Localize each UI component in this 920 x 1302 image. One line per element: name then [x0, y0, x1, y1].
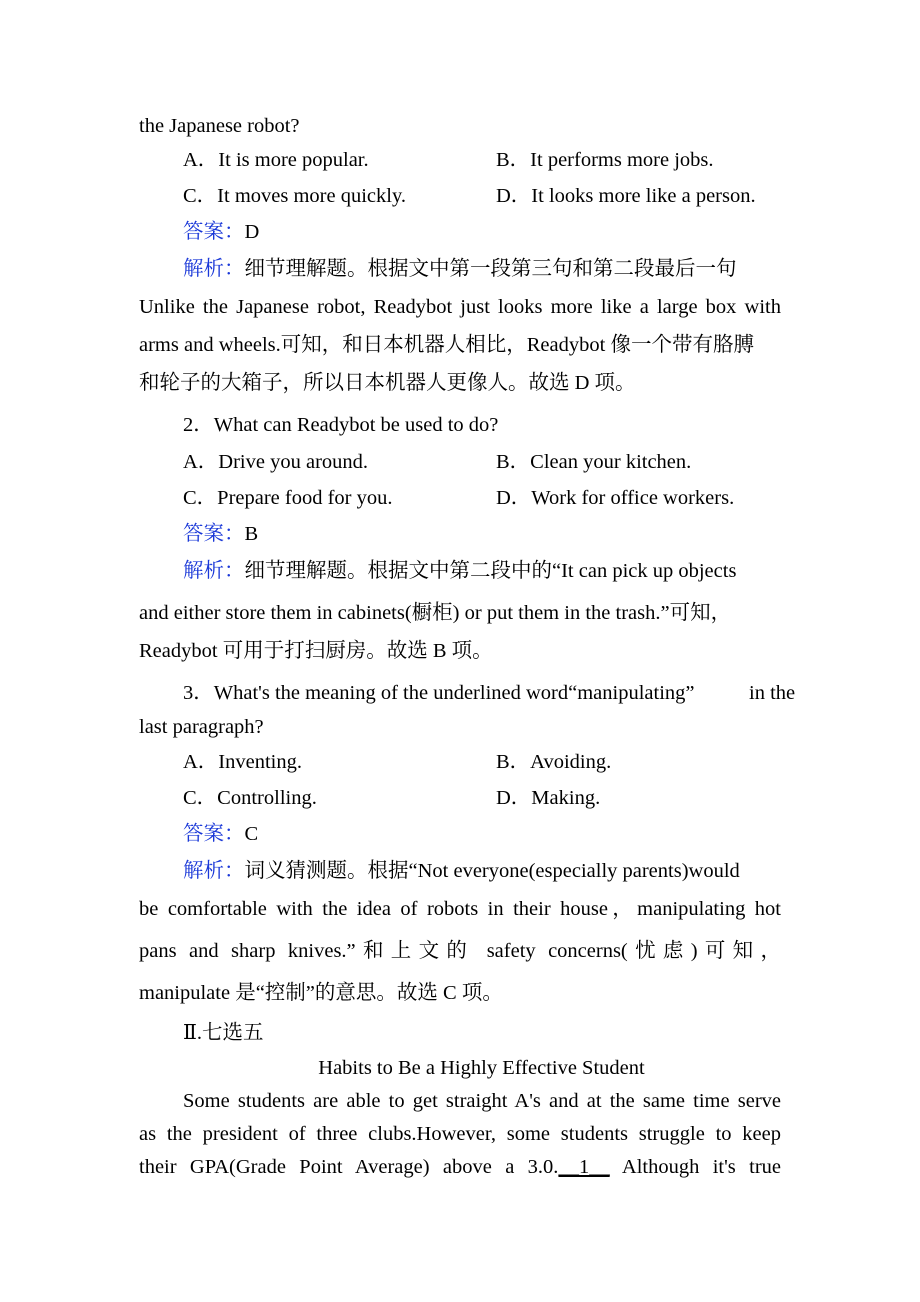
q2-analysis-line-2: and either store them in cabinets(橱柜) or put them in the trash.”可知， [139, 602, 732, 624]
answer-label: 答案： [183, 823, 245, 845]
passage-line-1: Some students are able to get straight A's and at the same time serve [183, 1090, 781, 1112]
q3-analysis-line-4: manipulate 是“控制”的意思。故选 C 项。 [139, 982, 503, 1004]
q2-option-a: A．Drive you around. [183, 451, 369, 473]
answer-label: 答案： [183, 523, 245, 545]
q3-analysis-line-1 [183, 861, 740, 882]
q2-option-c: C．Prepare food for you. [183, 487, 393, 509]
q1-answer [183, 222, 259, 243]
q1-analysis-line-3: arms and wheels.可知，和日本机器人相比，Readybot 像一个带有胳膊 [139, 334, 754, 356]
q2-analysis-line-1 [183, 561, 736, 582]
q3-option-c: C．Controlling. [183, 787, 317, 809]
passage-line-3 [139, 1157, 781, 1178]
q3-option-a: A．Inventing. [183, 751, 302, 773]
q1-option-b: B．It performs more jobs. [496, 149, 714, 171]
blank-1: __1__ [558, 1156, 610, 1178]
answer-value: C [244, 823, 259, 845]
q1-stem-tail: the Japanese robot? [139, 115, 300, 137]
answer-value: B [244, 523, 259, 545]
q1-option-a: A．It is more popular. [183, 149, 369, 171]
analysis-text: 词义猜测题。根据“Not everyone(especially parents)would [244, 860, 740, 882]
passage-line-2: as the president of three clubs.However, some students struggle to keep [139, 1123, 781, 1145]
analysis-text: 细节理解题。根据文中第二段中的“It can pick up objects [244, 560, 737, 582]
q3-analysis-line-3: pans and sharp knives.”和上文的 safety concerns(忧虑)可知， [139, 940, 781, 962]
q2-option-b: B．Clean your kitchen. [496, 451, 692, 473]
q3-analysis-line-2: be comfortable with the idea of robots in their house，manipulating hot [139, 898, 781, 920]
analysis-text: 细节理解题。根据文中第一段第三句和第二段最后一句 [244, 258, 737, 280]
q2-option-d: D．Work for office workers. [496, 487, 735, 509]
q3-option-b: B．Avoiding. [496, 751, 612, 773]
section-heading: Ⅱ.七选五 [183, 1022, 264, 1044]
answer-label: 答案： [183, 221, 245, 243]
passage-text: their GPA(Grade Point Average) above a 3.0. [139, 1156, 559, 1178]
q1-option-c: C．It moves more quickly. [183, 185, 406, 207]
answer-value: D [244, 221, 260, 243]
q3-answer [183, 824, 258, 845]
q3-stem-line-2: last paragraph? [139, 716, 264, 738]
analysis-label: 解析： [183, 258, 245, 280]
q1-analysis-line-2: Unlike the Japanese robot, Readybot just looks more like a large box with [139, 296, 781, 318]
passage-title: Habits to Be a Highly Effective Student [318, 1057, 645, 1079]
q1-option-d: D．It looks more like a person. [496, 185, 756, 207]
q1-analysis-line-1 [183, 259, 737, 280]
passage-text: Although it's true [609, 1156, 782, 1178]
q3-stem-line-1: 3．What's the meaning of the underlined word“manipulating” [183, 682, 695, 704]
q2-stem: 2．What can Readybot be used to do? [183, 414, 499, 436]
analysis-label: 解析： [183, 560, 245, 582]
q1-analysis-line-4: 和轮子的大箱子，所以日本机器人更像人。故选 D 项。 [139, 372, 636, 394]
q3-option-d: D．Making. [496, 787, 601, 809]
q2-answer [183, 524, 258, 545]
q2-analysis-line-3: Readybot 可用于打扫厨房。故选 B 项。 [139, 640, 493, 662]
q3-stem-line-1-end: in the [749, 682, 796, 704]
analysis-label: 解析： [183, 860, 245, 882]
